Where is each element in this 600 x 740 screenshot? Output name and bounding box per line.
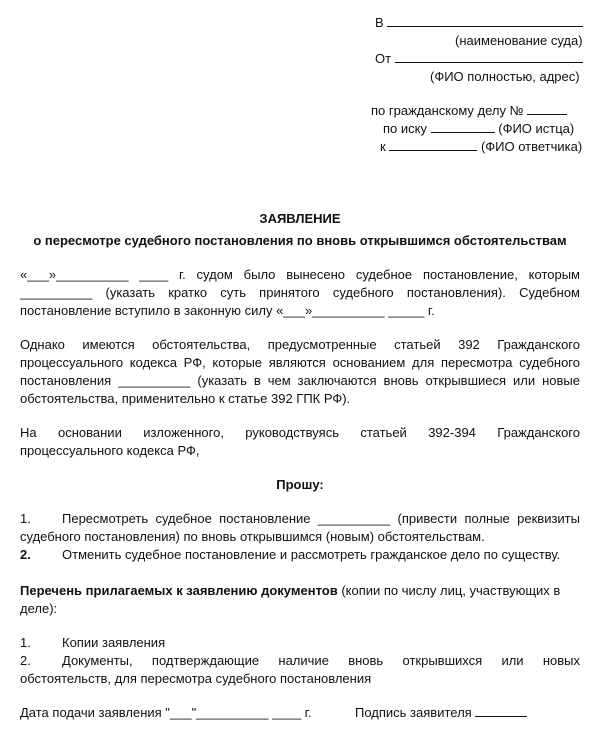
request-1-line2: судебного постановления) по вновь открывшимся (новым) обстоятельствам. <box>20 529 485 544</box>
para2-line4: обстоятельства, применительно к статье 392 ГПК РФ). <box>20 391 351 406</box>
case-number-blank <box>527 102 567 115</box>
submission-date-line: Дата подачи заявления "___"__________ ____ г. <box>20 705 312 720</box>
from-line <box>375 50 583 68</box>
attachments-heading-note2: деле): <box>20 601 58 616</box>
claim-label: по иску <box>383 121 427 136</box>
attachment-2-number: 2. <box>20 653 31 668</box>
to-court-line <box>375 14 583 32</box>
court-hint: (наименование суда) <box>455 33 583 48</box>
request-1-line1: Пересмотреть судебное постановление __________ (привести полные реквизиты <box>62 511 580 526</box>
attachment-2-line1: Документы, подтверждающие наличие вновь открывшихся или новых <box>62 653 580 668</box>
signature-label: Подпись заявителя <box>355 705 472 720</box>
para3-line2: процессуального кодекса РФ, <box>20 443 200 458</box>
attachment-1-number: 1. <box>20 635 31 650</box>
claim-line <box>383 120 574 138</box>
request-heading: Прошу: <box>276 477 324 492</box>
para1-line3: постановление вступило в законную силу «___»__________ _____ г. <box>20 303 435 318</box>
para2-line3: постановления __________ (указать в чем заключаются вновь открывшиеся или новые <box>20 373 580 388</box>
attachments-heading-line <box>20 582 560 600</box>
document-title: ЗАЯВЛЕНИЕ <box>259 211 341 226</box>
para2-line2: процессуального кодекса РФ, которые являются основанием для пересмотра судебного <box>20 355 580 370</box>
para1-line2: __________ (указать кратко суть принятого судебного постановления). Судебном <box>20 285 580 300</box>
attachment-1-line1: Копии заявления <box>62 635 166 650</box>
request-2-number: 2. <box>20 547 31 562</box>
request-1-number: 1. <box>20 511 31 526</box>
case-number-line <box>371 102 567 120</box>
applicant-blank <box>395 50 583 63</box>
defendant-blank <box>389 138 477 151</box>
para3-line1: На основании изложенного, руководствуясь статьей 392-394 Гражданского <box>20 425 580 440</box>
against-prefix: к <box>380 139 386 154</box>
signature-line <box>355 704 527 722</box>
plaintiff-hint: (ФИО истца) <box>498 121 575 136</box>
attachments-heading-note: (копии по числу лиц, участвующих в <box>341 583 561 598</box>
court-name-blank <box>387 14 583 27</box>
defendant-line <box>380 138 582 156</box>
from-prefix: От <box>375 51 392 66</box>
attachments-heading: Перечень прилагаемых к заявлению документов <box>20 583 338 598</box>
signature-blank <box>475 704 527 717</box>
from-hint: (ФИО полностью, адрес) <box>430 69 580 84</box>
para1-line1: «___»__________ ____ г. судом было вынесено судебное постановление, которым <box>20 267 580 282</box>
document-subtitle: о пересмотре судебного постановления по вновь открывшимся обстоятельствам <box>33 233 567 248</box>
request-2-line1: Отменить судебное постановление и рассмотреть гражданское дело по существу. <box>62 547 561 562</box>
para2-line1: Однако имеются обстоятельства, предусмотренные статьей 392 Гражданского <box>20 337 580 352</box>
defendant-hint: (ФИО ответчика) <box>480 139 583 154</box>
case-label: по гражданскому делу № <box>371 103 524 118</box>
to-prefix: В <box>375 15 384 30</box>
attachment-2-line2: обстоятельств, для пересмотра судебного постановления <box>20 671 372 686</box>
plaintiff-blank <box>431 120 495 133</box>
